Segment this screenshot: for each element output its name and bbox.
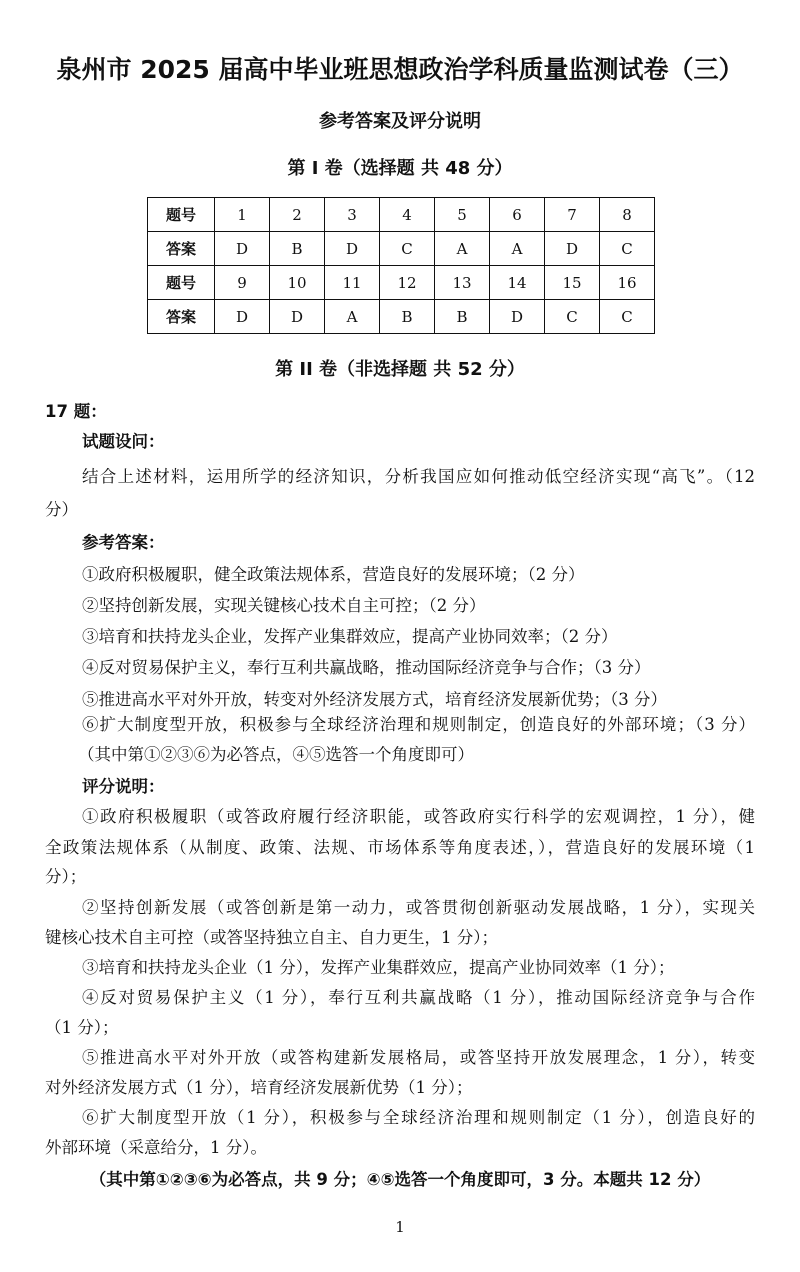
scoring-line: ⑤推进高水平对外开放（或答构建新发展格局，或答坚持开放发展理念，1 分），转变 — [82, 1048, 755, 1067]
table-cell: C — [380, 232, 435, 266]
answer-item: ①政府积极履职，健全政策法规体系，营造良好的发展环境；（2 分） — [82, 565, 585, 584]
scoring-line: 外部环境（采意给分，1 分）。 — [45, 1138, 267, 1157]
answer-item: ⑥扩大制度型开放，积极参与全球经济治理和规则制定，创造良好的外部环境；（3 分） — [82, 715, 755, 734]
answer-item: ④反对贸易保护主义，奉行互利共赢战略，推动国际经济竞争与合作；（3 分） — [82, 658, 651, 677]
table-cell: 11 — [325, 266, 380, 300]
answer-item: ③培育和扶持龙头企业，发挥产业集群效应，提高产业协同效率；（2 分） — [82, 627, 618, 646]
answer-label: 参考答案： — [82, 533, 165, 552]
document-subtitle: 参考答案及评分说明 — [319, 111, 481, 132]
document-title: 泉州市 2025 届高中毕业班思想政治学科质量监测试卷（三） — [56, 55, 744, 84]
table-cell: C — [600, 300, 655, 334]
part2-heading: 第 II 卷（非选择题 共 52 分） — [275, 359, 525, 380]
table-cell: 9 — [215, 266, 270, 300]
row-label: 答案 — [148, 300, 215, 334]
table-cell: 6 — [490, 198, 545, 232]
answer-item: ⑤推进高水平对外开放，转变对外经济发展方式，培育经济发展新优势；（3 分） — [82, 690, 667, 709]
scoring-line: ②坚持创新发展（或答创新是第一动力，或答贯彻创新驱动发展战略，1 分），实现关 — [82, 898, 755, 917]
table-cell: C — [600, 232, 655, 266]
table-cell: 8 — [600, 198, 655, 232]
scoring-line: （1 分）； — [45, 1018, 119, 1037]
scoring-line: 全政策法规体系（从制度、政策、法规、市场体系等角度表述，），营造良好的发展环境（1 — [45, 838, 755, 857]
table-row — [148, 198, 655, 232]
scoring-line: 对外经济发展方式（1 分），培育经济发展新优势（1 分）； — [45, 1078, 473, 1097]
table-cell: 14 — [490, 266, 545, 300]
scoring-line: ⑥扩大制度型开放（1 分），积极参与全球经济治理和规则制定（1 分），创造良好的 — [82, 1108, 755, 1127]
table-cell: A — [325, 300, 380, 334]
table-cell: 1 — [215, 198, 270, 232]
scoring-summary: （其中第①②③⑥为必答点，共 9 分；④⑤选答一个角度即可，3 分。本题共 12 分） — [89, 1170, 711, 1189]
scoring-line: 分）； — [45, 867, 87, 886]
table-cell: D — [270, 300, 325, 334]
scoring-line: ①政府积极履职（或答政府履行经济职能，或答政府实行科学的宏观调控，1 分），健 — [82, 807, 755, 826]
table-cell: 16 — [600, 266, 655, 300]
question-label: 试题设问： — [82, 432, 165, 451]
table-cell: D — [545, 232, 600, 266]
table-cell: B — [435, 300, 490, 334]
page-number: 1 — [395, 1218, 405, 1236]
table-cell: 12 — [380, 266, 435, 300]
table-row — [148, 232, 655, 266]
table-cell: B — [270, 232, 325, 266]
table-cell: C — [545, 300, 600, 334]
question-number: 17 题： — [45, 402, 107, 421]
table-row — [148, 300, 655, 334]
table-cell: 2 — [270, 198, 325, 232]
answer-table — [147, 197, 655, 334]
part1-heading: 第 I 卷（选择题 共 48 分） — [287, 158, 513, 179]
question-text: 结合上述材料，运用所学的经济知识，分析我国应如何推动低空经济实现“高飞”。（12 — [82, 467, 755, 486]
row-label: 题号 — [148, 266, 215, 300]
table-cell: 13 — [435, 266, 490, 300]
answer-item: ②坚持创新发展，实现关键核心技术自主可控；（2 分） — [82, 596, 486, 615]
table-row — [148, 266, 655, 300]
answer-note: （其中第①②③⑥为必答点，④⑤选答一个角度即可） — [78, 745, 474, 764]
table-cell: D — [215, 232, 270, 266]
table-cell: 7 — [545, 198, 600, 232]
table-cell: 5 — [435, 198, 490, 232]
scoring-line: ④反对贸易保护主义（1 分），奉行互利共赢战略（1 分），推动国际经济竞争与合作 — [82, 988, 755, 1007]
scoring-line: ③培育和扶持龙头企业（1 分），发挥产业集群效应，提高产业协同效率（1 分）； — [82, 958, 675, 977]
row-label: 答案 — [148, 232, 215, 266]
table-cell: 10 — [270, 266, 325, 300]
table-cell: A — [490, 232, 545, 266]
table-cell: 3 — [325, 198, 380, 232]
table-cell: D — [215, 300, 270, 334]
table-cell: A — [435, 232, 490, 266]
table-cell: 15 — [545, 266, 600, 300]
scoring-label: 评分说明： — [82, 777, 165, 796]
row-label: 题号 — [148, 198, 215, 232]
question-text-cont: 分） — [45, 500, 78, 519]
table-cell: D — [490, 300, 545, 334]
scoring-line: 键核心技术自主可控（或答坚持独立自主、自力更生，1 分）； — [45, 928, 498, 947]
table-cell: B — [380, 300, 435, 334]
table-cell: D — [325, 232, 380, 266]
table-cell: 4 — [380, 198, 435, 232]
